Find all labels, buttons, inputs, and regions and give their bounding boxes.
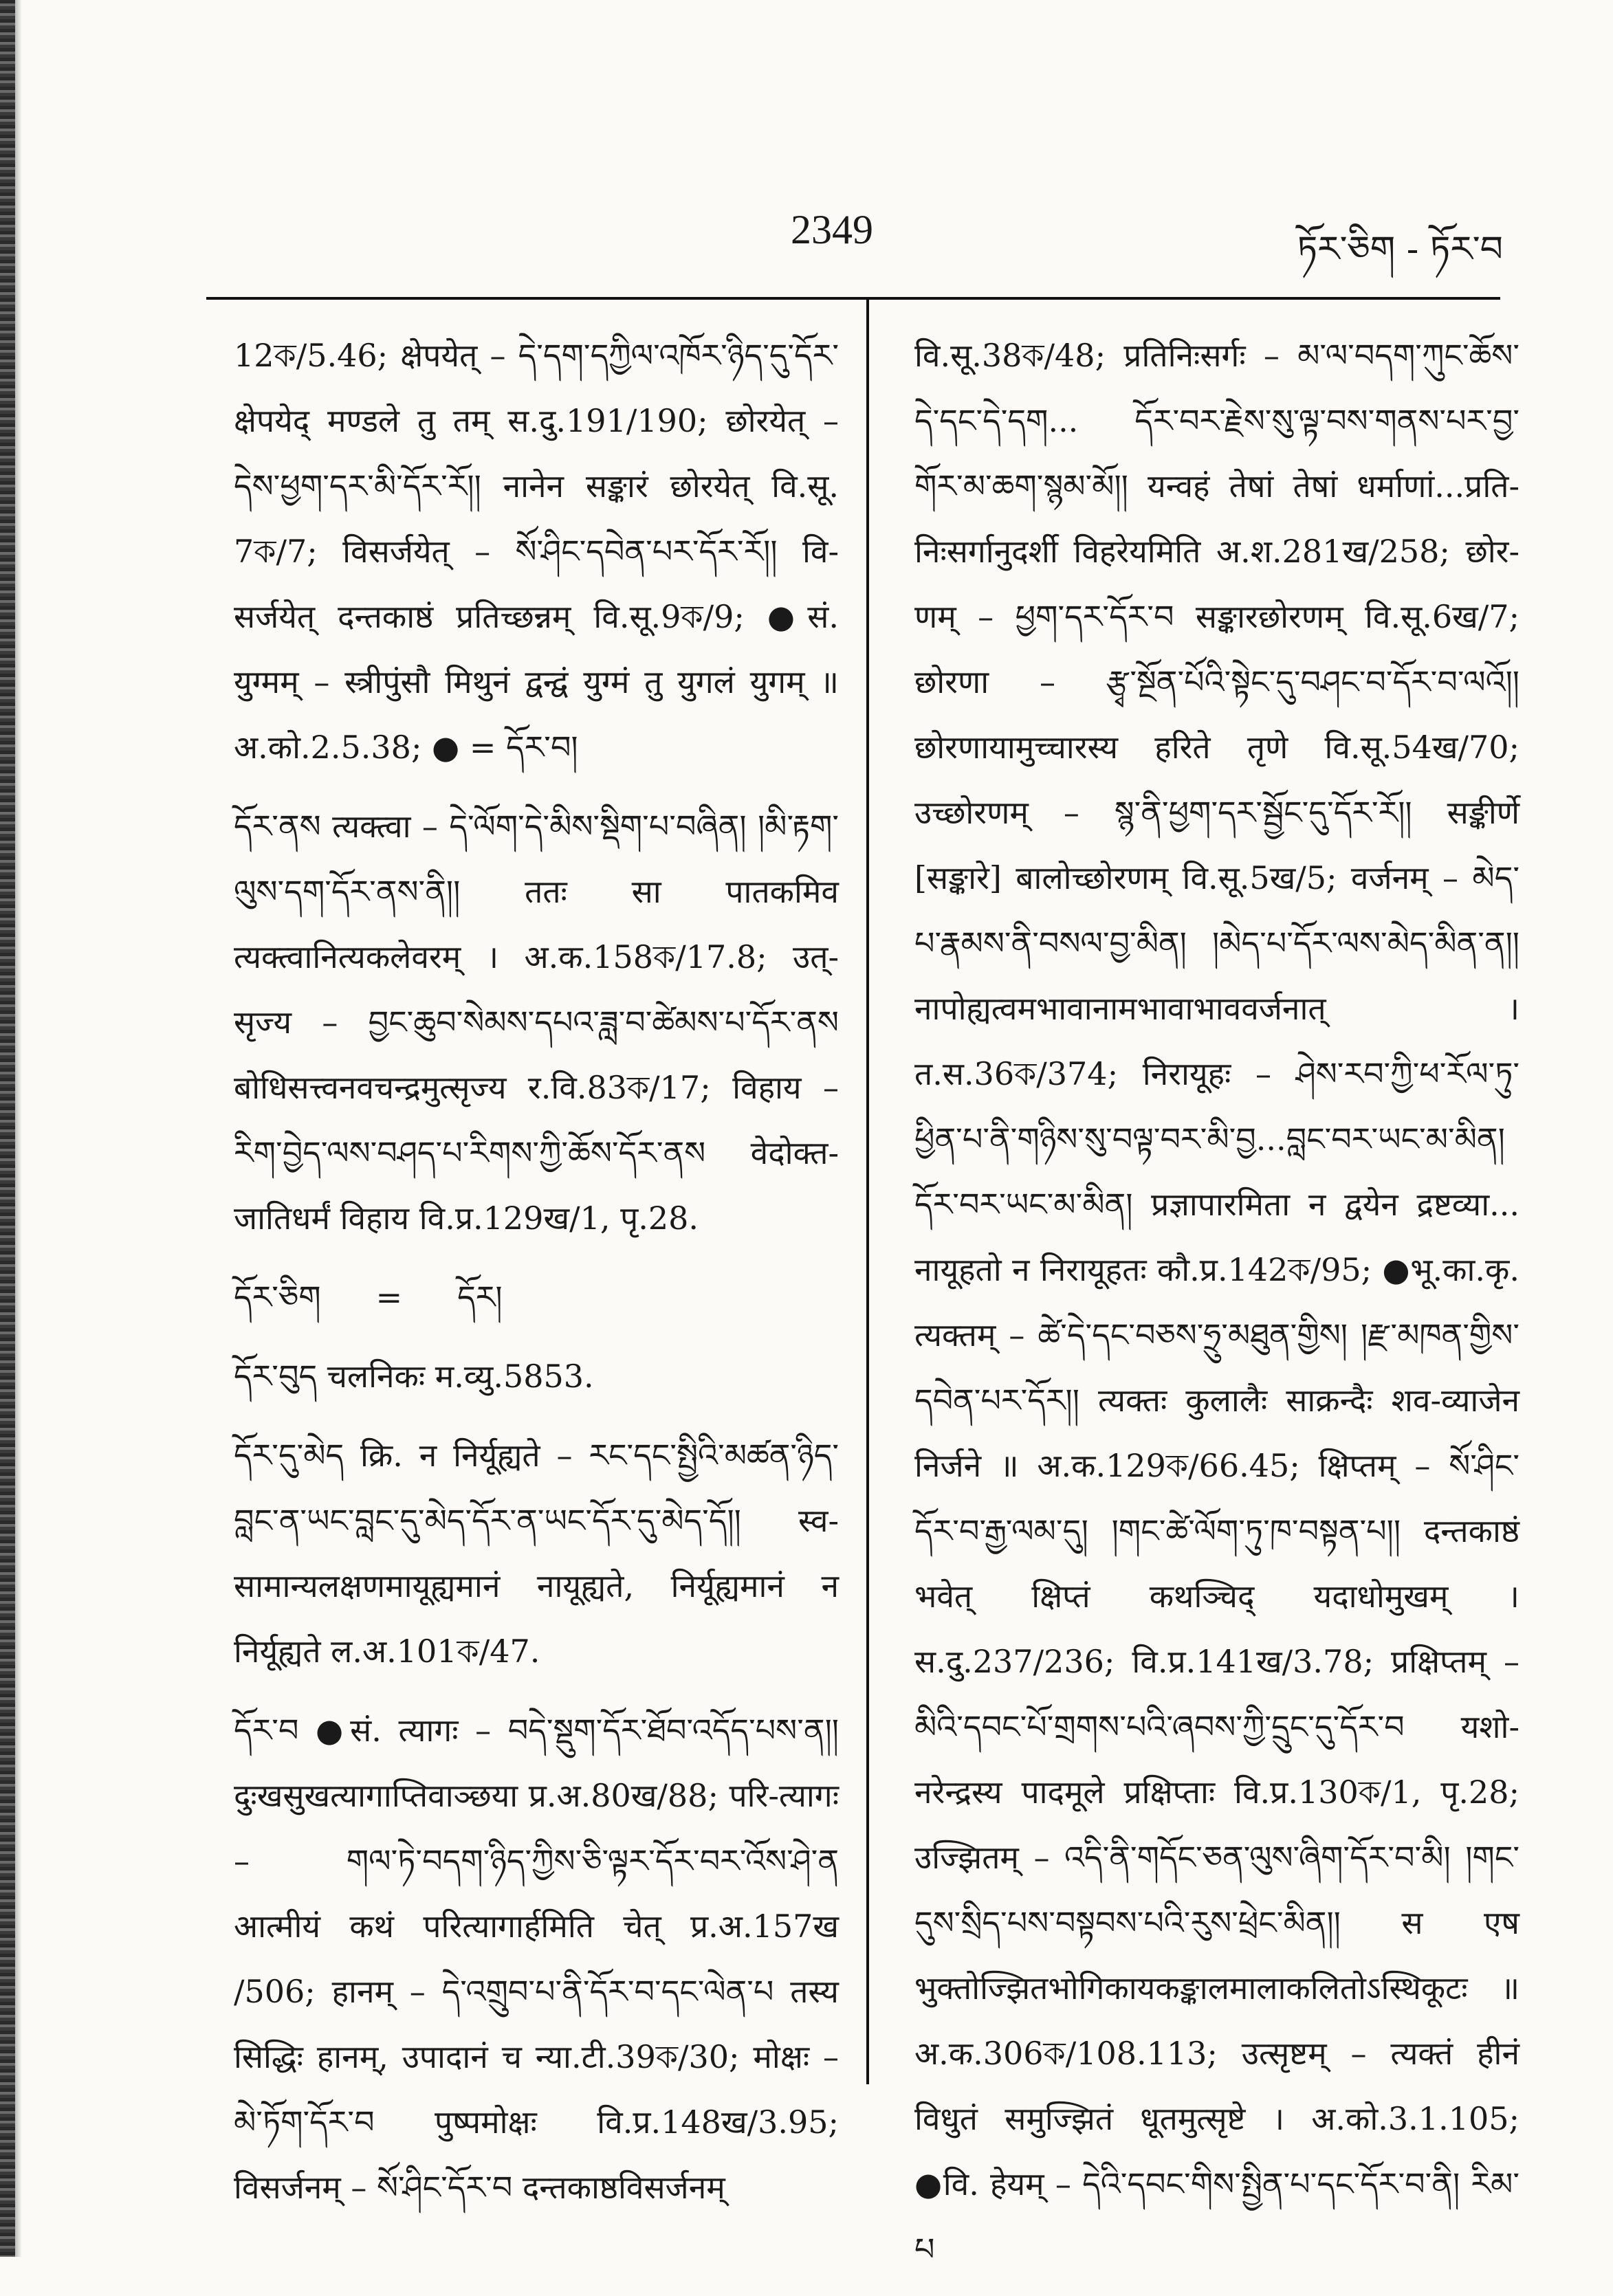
- equals-sign: =: [375, 1279, 403, 1316]
- cross-reference-target: དོར།: [457, 1279, 503, 1316]
- head-word: དོར་ཅིག: [234, 1279, 321, 1316]
- entry-paragraph: དོར་ནས त्यक्त्वा – དེ་ལོག་དེ་མིས་སྡིག་པ་བཞིན། །མི་རྟག་ལུས་དག་དོར་ནས་ནི།། ततः सा पातकमिव त्यक्त्वानित्यकलेवरम् । अ.क.158ক/17.8; उत्-सृज्य – བྱང་ཆུབ་སེམས་དཔའ་ཟླ་བ་ཚེམས་པ་དོར་ནས बोधिसत्त्वनवचन्द्रमुत्सृज्य र.वि.83ক/17; विहाय – རིག་བྱེད་ལས་བཤད་པ་རིགས་ཀྱི་ཆོས་དོར་ནས वेदोक्त-जातिधर्मं विहाय वि.प्र.129ख/1, पृ.28.: [234, 808, 839, 1237]
- scan-binding-edge: [0, 0, 15, 2257]
- running-head: ཏོར་ཅིག - ཏོར་བ: [1297, 229, 1503, 270]
- entry-paragraph: དོར་བུད चलनिकः म.व्यु.5853.: [234, 1358, 594, 1395]
- entry-paragraph: 12ক/5.46; क्षेपयेत् – དེ་དག་དཀྱིལ་འཁོར་ཉིད་དུ་དོར་ क्षेपयेद् मण्डले तु तम् स.दु.191/190; छोरयेत् – དེས་ཕྱག་དར་མི་དོར་རོ།། नानेन सङ्कारं छोरयेत् वि.सू. 7ক/7; विसर्जयेत् – སོ་ཤིང་དབེན་པར་དོར་རོ།། वि-सर्जयेत् दन्तकाष्ठं प्रतिच्छन्नम् वि.सू.9ক/9; ●सं. युग्मम् – स्त्रीपुंसौ मिथुनं द्वन्द्वं युग्मं तु युगलं युगम् ॥ अ.को.2.5.38; ● = དོར་བ།: [234, 337, 839, 766]
- entry-paragraph: དོར་བ ●सं. त्यागः – བདེ་སྡུག་དོར་ཐོབ་འདོད་པས་ན།། दुःखसुखत्यागाप्तिवाञ्छया प्र.अ.80ख/88; परि-त्यागः – གལ་ཏེ་བདག་ཉིད་ཀྱིས་ཅི་ལྟར་དོར་བར་འོས་ཤེ་ན आत्मीयं कथं परित्यागार्हमिति चेत् प्र.अ.157ख /506; हानम् – དེ་འགྲུབ་པ་ནི་དོར་བ་དང་ལེན་པ तस्य सिद्धिः हानम्, उपादानं च न्या.टी.39ক/30; मोक्षः – མེ་ཏོག་དོར་བ पुष्पमोक्षः वि.प्र.148ख/3.95; विसर्जनम् – སོ་ཤིང་དོར་བ दन्तकाष्ठविसर्जनम्: [234, 1712, 839, 2206]
- entry-paragraph: དོར་དུ་མེད क्रि. न निर्यूह्यते – རང་དང་སྤྱིའི་མཚན་ཉིད་བླང་ན་ཡང་བླང་དུ་མེད་དོར་ན་ཡང་དོར་དུ་མེད་དོ།། स्व-सामान्यलक्षणमायूह्यमानं नायूह्यते, निर्यूह्यमानं न निर्यूह्यते ल.अ.101ক/47.: [234, 1437, 839, 1670]
- column-divider: [866, 297, 869, 2084]
- scan-shadow: [15, 0, 22, 2257]
- cross-reference-entry: [234, 1265, 839, 1330]
- entry-paragraph: वि.सू.38ক/48; प्रतिनिःसर्गः – མ་ལ་བདག་ཀུང་ཆོས་དེ་དང་དེ་དག... དོར་བར་རྗེས་སུ་ལྟ་བས་གནས་པར་བྱ་གོར་མ་ཆག་སྙམ་མོ།། यन्वहं तेषां तेषां धर्माणां...प्रति-निःसर्गानुदर्शी विहरेयमिति अ.श.281ख/258; छोर-णम् – ཕྱག་དར་དོར་བ सङ्कारछोरणम् वि.सू.6ख/7; छोरणा – རྩྭ་སྔོན་པོའི་སྟེང་དུ་བཤང་བ་དོར་བ་ལའོ།། छोरणायामुच्चारस्य हरिते तृणे वि.सू.54ख/70; उच्छोरणम् – སྙ་ནི་ཕྱག་དར་སྦྱོང་དུ་དོར་རོ།། सङ्कीर्णे [सङ्कारे] बालोच्छोरणम् वि.सू.5ख/5; वर्जनम् – མེད་པ་རྣམས་ནི་བསལ་བྱ་མིན། །མེད་པ་དོར་ལས་མེད་མིན་ན།། नापोह्यत्वमभावानामभावाभाववर्जनात् । त.स.36ক/374; निरायूहः – ཤེས་རབ་ཀྱི་ཕ་རོལ་ཏུ་ཕྱིན་པ་ནི་གཉིས་སུ་བལྟ་བར་མི་བྱ...བླང་བར་ཡང་མ་མིན། དོར་བར་ཡང་མ་མིན། प्रज्ञापारमिता न द्वयेन द्रष्टव्या... नायूहतो न निरायूहतः कौ.प्र.142ক/95; ●भू.का.कृ. त्यक्तम् – ཚེ་དེ་དང་བཅས་ཧྲུ་མཐུན་གྱིས། །རྫ་མཁན་གྱིས་དབེན་པར་དོར།། त्यक्तः कुलालैः साक्रन्दैः शव-व्याजेन निर्जने ॥ अ.क.129ক/66.45; क्षिप्तम् – སོ་ཤིང་དོར་བ་རྒྱ་ལམ་དུ། །གང་ཚེ་ལོག་ཏུ་ཁ་བསྟན་པ།། दन्तकाष्ठं भवेत् क्षिप्तं कथञ्चिद् यदाधोमुखम् । स.दु.237/236; वि.प्र.141ख/3.78; प्रक्षिप्तम् – མིའི་དབང་པོ་གྲགས་པའི་ཞབས་ཀྱི་དྲུང་དུ་དོར་བ यशो-नरेन्द्रस्य पादमूले प्रक्षिप्ताः वि.प्र.130ক/1, पृ.28; उज्झितम् – འདི་ནི་གདོང་ཅན་ལུས་ཞིག་དོར་བ་མི། །གང་དུས་སྲིད་པས་བསྟབས་པའི་རུས་ཕྲེང་མིན།། स एष भुक्तोज्झितभोगिकायकङ्कालमालाकलितोऽस्थिकूटः ॥ अ.क.306ক/108.113; उत्सृष्टम् – त्यक्तं हीनं विधुतं समुज्झितं धूतमुत्सृष्टे । अ.को.3.1.105; ●वि. हेयम् – དེའི་དབང་གིས་སྤྱིན་པ་དང་དོར་བ་ནི། རིམ་པ: [914, 337, 1519, 2268]
- right-column: [914, 323, 1519, 2296]
- header-rule: [206, 297, 1500, 300]
- left-column: [234, 323, 839, 2234]
- page-number: 2349: [791, 207, 873, 252]
